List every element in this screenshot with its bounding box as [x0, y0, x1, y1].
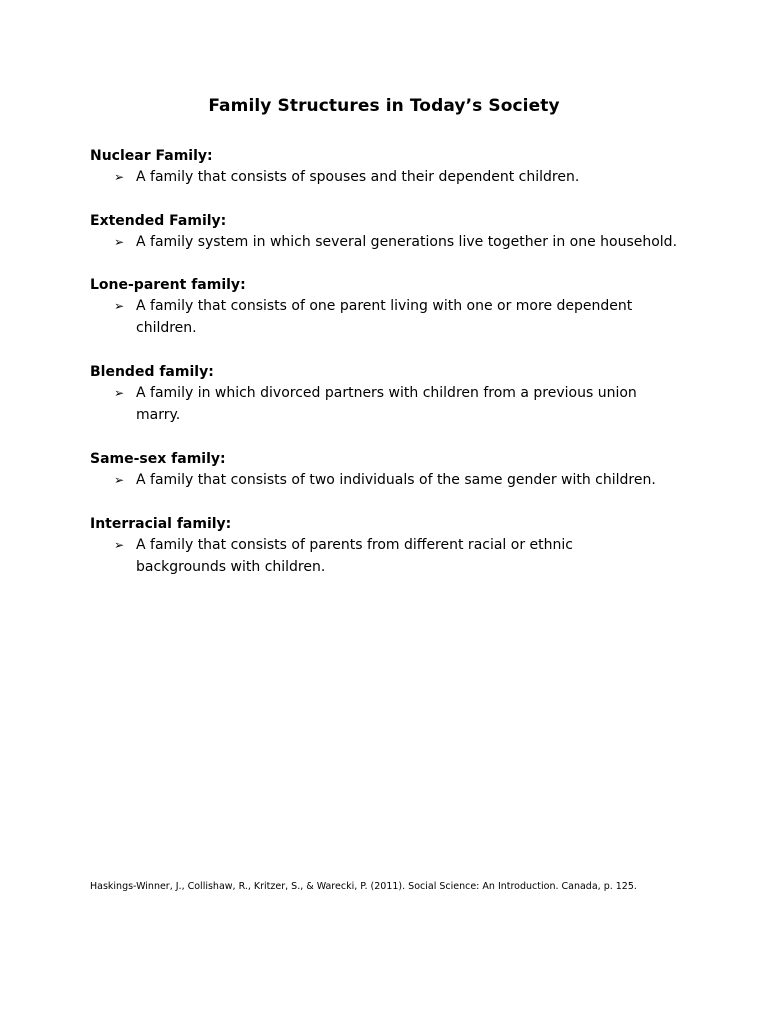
section-heading: Lone-parent family:: [90, 277, 246, 293]
section-heading: Extended Family:: [90, 213, 227, 229]
section-lone-parent-family: [90, 275, 690, 339]
definition-text: A family that consists of one parent living with one or more dependent children.: [136, 298, 633, 336]
section-extended-family: [90, 211, 690, 253]
definition-bullet: [114, 295, 646, 339]
arrow-bullet-icon: ➢: [114, 538, 125, 552]
section-blended-family: [90, 362, 690, 426]
definition-bullet: [114, 166, 676, 188]
arrow-bullet-icon: ➢: [114, 299, 125, 313]
section-nuclear-family: [90, 146, 690, 188]
definition-text: A family in which divorced partners with children from a previous union marry.: [136, 385, 637, 423]
section-heading: Interracial family:: [90, 516, 232, 532]
page-title: Family Structures in Today’s Society: [208, 96, 560, 116]
section-interracial-family: [90, 514, 690, 578]
definition-bullet: [114, 231, 696, 253]
arrow-bullet-icon: ➢: [114, 473, 125, 487]
section-heading: Nuclear Family:: [90, 148, 213, 164]
section-heading: Same-sex family:: [90, 451, 226, 467]
citation-footnote: Haskings-Winner, J., Collishaw, R., Kritzer, S., & Warecki, P. (2011). Social Science: An Introduction. Canada, p. 125.: [90, 881, 637, 892]
definition-text: A family that consists of spouses and their dependent children.: [136, 169, 580, 185]
section-heading: Blended family:: [90, 364, 214, 380]
definition-bullet: [114, 469, 696, 491]
arrow-bullet-icon: ➢: [114, 235, 125, 249]
definition-text: A family system in which several generations live together in one household.: [136, 234, 678, 250]
arrow-bullet-icon: ➢: [114, 386, 125, 400]
definition-bullet: [114, 534, 606, 578]
definition-text: A family that consists of two individuals of the same gender with children.: [136, 472, 656, 488]
definition-bullet: [114, 382, 656, 426]
arrow-bullet-icon: ➢: [114, 170, 125, 184]
definition-text: A family that consists of parents from different racial or ethnic backgrounds with children.: [136, 537, 573, 575]
section-same-sex-family: [90, 449, 690, 491]
